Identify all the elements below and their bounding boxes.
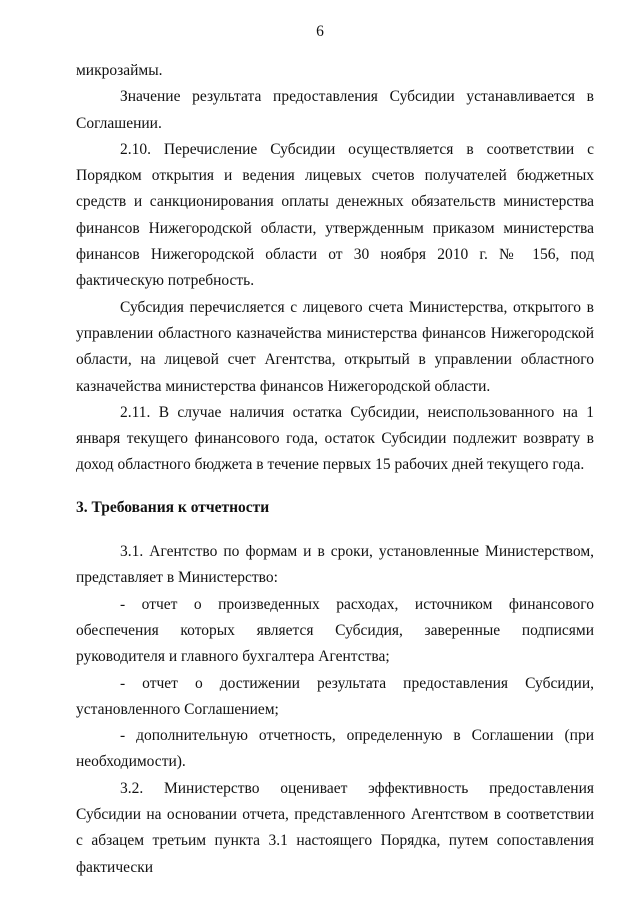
paragraph-result-value: Значение результата предоставления Субсидии устанавливается в Соглашении. — [76, 88, 594, 132]
document-body — [76, 58, 594, 881]
paragraph-3-2: 3.2. Министерство оценивает эффективность предоставления Субсидии на основании отчета, представленного Агентством в соответствии с абзацем третьим пункта 3.1 настоящего Порядка, путем сопоставления фактически — [76, 779, 594, 876]
list-item-expense-report: - отчет о произведенных расходах, источником финансового обеспечения которых является Субсидия, заверенные подписями руководителя и главного бухгалтера Агентства; — [76, 595, 594, 666]
paragraph-subsidy-transfer: Субсидия перечисляется с лицевого счета Министерства, открытого в управлении областного казначейства министерства финансов Нижегородской области, на лицевой счет Агентства, открытый в управлении областного казначейства министерства финансов Нижегородской области. — [76, 298, 594, 395]
section-heading: 3. Требования к отчетности — [76, 498, 270, 516]
paragraph-2-11: 2.11. В случае наличия остатка Субсидии, неиспользованного на 1 января текущего финансового года, остаток Субсидии подлежит возврату в доход областного бюджета в течение первых 15 рабочих дней текущего года. — [76, 403, 594, 474]
list-item-result-report: - отчет о достижении результата предоставления Субсидии, установленного Соглашением; — [76, 674, 594, 718]
page-number: 6 — [316, 23, 324, 40]
paragraph-continuation: микрозаймы. — [76, 62, 163, 79]
paragraph-2-10: 2.10. Перечисление Субсидии осуществляется в соответствии с Порядком открытия и ведения лицевых счетов получателей бюджетных средств и санкционирования оплаты денежных обязательств министерства финансов Нижегородской области, утвержденным приказом министерства финансов Нижегородской области от 30 ноября 2010 г. № 156, под фактическую потребность. — [76, 140, 594, 290]
list-item-additional-report: - дополнительную отчетность, определенную в Соглашении (при необходимости). — [76, 727, 594, 771]
paragraph-3-1: 3.1. Агентство по формам и в сроки, установленные Министерством, представляет в Министерство: — [76, 543, 594, 587]
